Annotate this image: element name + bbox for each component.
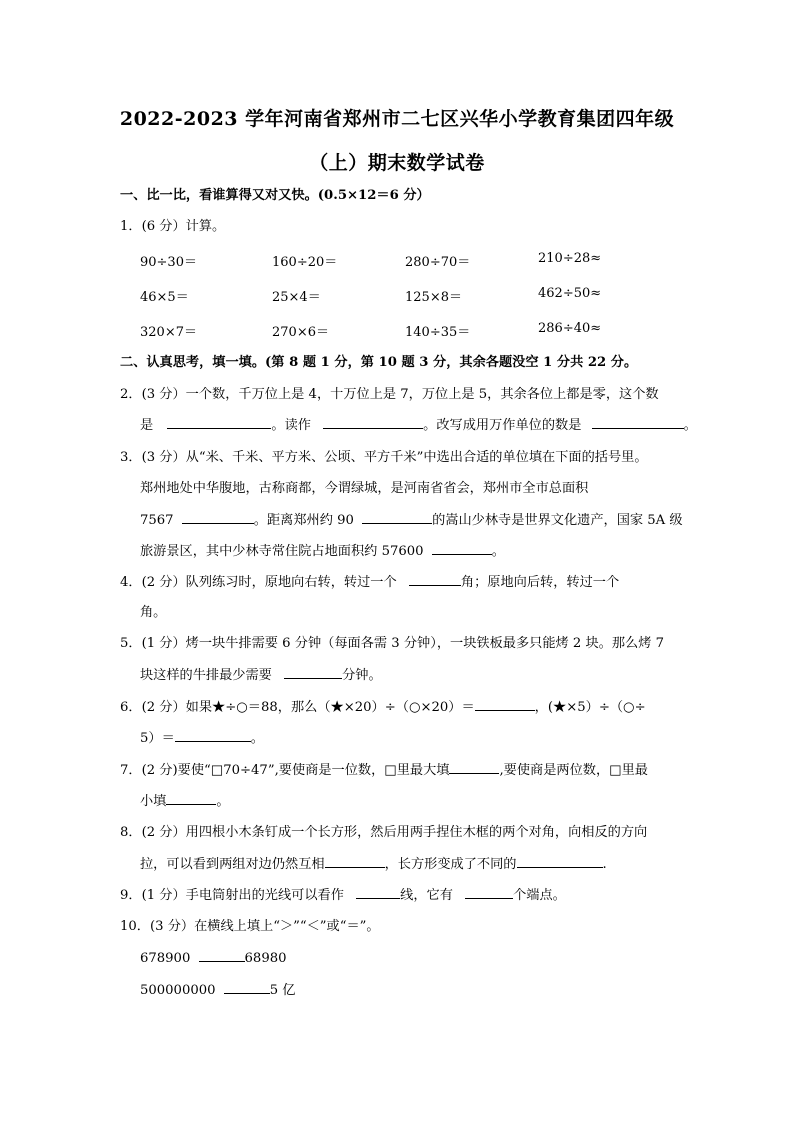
compare-left: 500000000 [140,983,216,998]
q6-text: 6．(2 分）如果★÷○＝88，那么（★×20）÷（○×20）＝ [120,700,475,715]
q5-line2 [140,666,382,685]
q4-line1 [120,573,619,592]
q5-text: 5．(1 分）烤一块牛排需要 6 分钟（每面各需 3 分钟），一块铁板最多只能烤 2 块。那么烤 7 [120,636,664,651]
q5-text: 分钟。 [342,668,382,683]
answer-blank[interactable] [356,886,400,899]
q6-text: 5）＝ [140,731,175,746]
q8-text: 拉，可以看到两组对边仍然互相 [140,857,325,872]
q2-text: 。读作 [271,418,311,433]
q4-text: 角；原地向后转，转过一个 [460,575,620,590]
q2-text: 是 [140,418,154,433]
answer-blank[interactable] [409,573,461,586]
q7-text: ,要使商是两位数，□里最 [499,763,648,778]
answer-blank[interactable] [199,949,245,962]
calc-item: 462÷50≈ [538,286,602,301]
q3-text: 。距离郑州约 90 [253,513,354,528]
calc-item: 270×6＝ [272,325,329,340]
q9-line [120,886,566,905]
compare-left: 678900 [140,951,191,966]
q6-text: 。 [250,731,264,746]
answer-blank[interactable] [465,886,513,899]
q1-label: 1．(6 分）计算。 [120,219,226,234]
answer-blank[interactable] [475,698,535,711]
q3-text: 的嵩山少林寺是世界文化遗产，国家 5A 级 [432,513,683,528]
answer-blank[interactable] [323,416,423,429]
calc-item: 25×4＝ [272,290,321,305]
q7-text: 7．(2 分)要使“□70÷47”,要使商是一位数，□里最大填 [120,763,450,778]
calc-item: 320×7＝ [140,325,197,340]
q7-text: 。 [216,794,230,809]
compare-right: 5 亿 [269,983,296,998]
answer-blank[interactable] [432,542,492,555]
q9-text: 线，它有 [400,888,453,903]
answer-blank[interactable] [592,416,684,429]
q6-line2 [140,729,264,748]
q4-text: 4．(2 分）队列练习时，原地向右转，转过一个 [120,575,397,590]
answer-blank[interactable] [166,792,216,805]
q6-text: ，(★×5）÷（○÷ [534,700,646,715]
calc-item: 280÷70＝ [405,255,471,270]
calc-item: 160÷20＝ [272,255,338,270]
q9-text: 个端点。 [513,888,566,903]
q10-row1 [140,949,287,968]
q5-text: 块这样的牛排最少需要 [140,668,272,683]
answer-blank[interactable] [224,981,270,994]
q8-line2 [140,855,607,874]
section1-heading: 一、比一比，看谁算得又对又快。(0.5×12＝6 分） [120,188,430,203]
q7-line1 [120,761,648,780]
calc-item: 90÷30＝ [140,255,197,270]
answer-blank[interactable] [362,511,432,524]
q2-line2 [140,416,697,435]
answer-blank[interactable] [182,511,254,524]
q3-text: 7567 [140,513,174,528]
exam-title-line2: （上）期末数学试卷 [309,152,485,174]
q3-line3 [140,511,683,530]
answer-blank[interactable] [325,855,385,868]
q3-text: 旅游景区，其中少林寺常住院占地面积约 57600 [140,544,424,559]
calc-item: 125×8＝ [405,290,462,305]
q6-line1 [120,698,646,717]
q10-text: 10．(3 分）在横线上填上“＞”“＜”或“＝”。 [120,919,380,934]
section2-heading: 二、认真思考，填一填。(第 8 题 1 分，第 10 题 3 分，其余各题没空 1 分共 22 分。 [120,355,638,370]
q3-text: 。 [491,544,505,559]
exam-title-line1: 2022-2023 学年河南省郑州市二七区兴华小学教育集团四年级 [119,108,675,130]
compare-right: 68980 [244,951,287,966]
answer-blank[interactable] [449,761,499,774]
q4-text: 角。 [140,605,167,620]
q3-text: 郑州地处中华腹地，古称商都，今谓绿城，是河南省省会，郑州市全市总面积 [140,481,589,496]
calc-item: 210÷28≈ [538,251,602,266]
calc-item: 140÷35＝ [405,325,471,340]
answer-blank[interactable] [284,666,342,679]
q8-text: ，长方形变成了不同的 [384,857,517,872]
q7-line2 [140,792,230,811]
q9-text: 9．(1 分）手电筒射出的光线可以看作 [120,888,344,903]
q8-text: 8．(2 分）用四根小木条钉成一个长方形，然后用两手捏住木框的两个对角，向相反的方向 [120,825,648,840]
answer-blank[interactable] [167,416,271,429]
q3-line4 [140,542,505,561]
q2-text: 2．(3 分）一个数，千万位上是 4，十万位上是 7，万位上是 5，其余各位上都是零，这个数 [120,387,659,402]
q7-text: 小填 [140,794,167,809]
q3-text: 3．(3 分）从“米、千米、平方米、公顷、平方千米”中选出合适的单位填在下面的括号里。 [120,450,648,465]
calc-item: 286÷40≈ [538,321,602,336]
q2-text: 。 [683,418,697,433]
q2-text: 。改写成用万作单位的数是 [423,418,582,433]
answer-blank[interactable] [517,855,603,868]
answer-blank[interactable] [175,729,251,742]
q10-row2 [140,981,296,1000]
calc-item: 46×5＝ [140,290,189,305]
q8-text: . [602,857,607,872]
